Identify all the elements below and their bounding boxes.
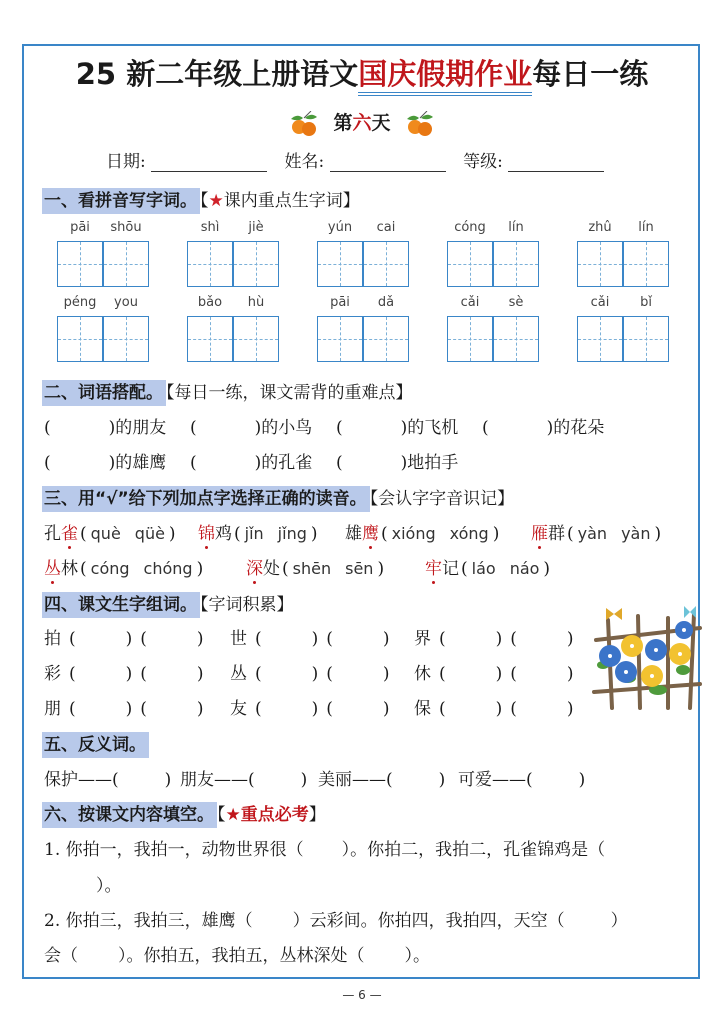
paren-close: ) <box>125 629 133 649</box>
fill-line-1-cont <box>96 871 122 896</box>
paren-close: ) <box>400 418 408 438</box>
pinyin-label: cai <box>376 220 396 235</box>
dotted-char <box>44 559 61 579</box>
pinyin-option[interactable]: jǐng <box>277 524 307 543</box>
emphasis-dot <box>253 581 256 584</box>
fill-text: 1. 你拍一，我拍一，动物世界很（ <box>44 840 304 860</box>
base-char: 友 <box>230 699 247 719</box>
base-char: 拍 <box>44 629 61 649</box>
paren-open: ( <box>248 770 255 790</box>
emphasis-dot <box>538 546 541 549</box>
paren-close: ) <box>108 453 116 473</box>
writing-grid-cell[interactable] <box>493 241 539 287</box>
pinyin-label: cǎi <box>460 295 480 310</box>
writing-grid-cell[interactable] <box>57 316 103 362</box>
writing-grid-cell[interactable] <box>57 241 103 287</box>
paren-close: ) <box>566 699 574 719</box>
fill-text: ）。 <box>96 876 122 896</box>
section5-header <box>42 730 149 755</box>
pronunciation-item <box>44 519 176 544</box>
paren-open: ( <box>140 664 147 684</box>
pinyin-label: pāi <box>70 220 90 235</box>
section3-heading: 三、用“√”给下列加点字选择正确的读音。 <box>42 486 370 512</box>
writing-grid-cell[interactable] <box>623 316 669 362</box>
pinyin-option[interactable]: yàn <box>621 524 651 543</box>
dotted-char <box>362 524 379 544</box>
word-char: 记 <box>442 559 459 579</box>
section1-note: 课内重点生字词 <box>223 191 343 211</box>
antonym-word: 朋友—— <box>180 770 248 790</box>
word-build-item <box>414 659 574 684</box>
pinyin-label: cóng <box>454 220 486 235</box>
dotted-char <box>531 524 548 544</box>
dotted-char-text: 牢 <box>425 559 442 579</box>
day-number: 六 <box>352 112 372 134</box>
paren-open: ( <box>482 418 489 438</box>
base-char: 朋 <box>44 699 61 719</box>
pinyin-label: yún <box>327 220 353 235</box>
pronunciation-item <box>44 554 203 579</box>
paren-close: ) <box>254 453 262 473</box>
section6-note: 重点必考 <box>240 805 309 825</box>
writing-grid-cell[interactable] <box>577 316 623 362</box>
date-field[interactable] <box>151 153 267 172</box>
fill-text: ） <box>610 911 628 931</box>
paren-close: ) <box>495 664 503 684</box>
pinyin-label: zhû <box>588 220 612 235</box>
section1-note-open: 【 <box>200 191 209 211</box>
pinyin-option[interactable]: cóng <box>90 559 130 578</box>
section1-header <box>42 186 360 211</box>
antonym-item <box>458 765 585 790</box>
section3-header <box>42 484 514 509</box>
dotted-char <box>425 559 442 579</box>
word-char: 群 <box>548 524 565 544</box>
paren-open: ( <box>282 559 289 579</box>
pinyin-option[interactable]: yàn <box>577 524 608 543</box>
match-word: 的孔雀 <box>261 453 313 473</box>
paren-open: ( <box>461 559 468 579</box>
grade-field[interactable] <box>508 153 604 172</box>
pinyin-label: dǎ <box>377 295 395 310</box>
title-highlight: 国庆假期作业 <box>358 57 532 96</box>
worksheet-title <box>0 52 724 93</box>
writing-grid-cell[interactable] <box>623 241 669 287</box>
paren-close: ) <box>196 629 204 649</box>
paren-open: ( <box>190 418 197 438</box>
pronunciation-item <box>198 519 318 544</box>
pinyin-label: you <box>114 295 138 310</box>
pinyin-option[interactable]: xióng <box>391 524 436 543</box>
paren-open: ( <box>439 699 446 719</box>
section6-note-open: 【 <box>217 805 226 825</box>
word-char: 鸡 <box>215 524 232 544</box>
paren-open: ( <box>80 559 87 579</box>
base-char: 世 <box>230 629 247 649</box>
day-suffix: 天 <box>371 112 391 134</box>
pinyin-label: péng <box>63 295 97 310</box>
section1-note-close: 】 <box>342 191 360 211</box>
paren-close: ) <box>377 559 385 579</box>
paren-close: ) <box>492 524 500 544</box>
writing-grid-cell[interactable] <box>187 316 233 362</box>
fill-text: ）。 <box>404 946 430 966</box>
match-word: 的花朵 <box>553 418 605 438</box>
paren-open: ( <box>510 699 517 719</box>
fill-line-2 <box>44 906 628 931</box>
paren-open: ( <box>336 453 343 473</box>
pronunciation-item <box>531 519 661 544</box>
paren-open: ( <box>69 699 76 719</box>
paren-open: ( <box>44 418 51 438</box>
word-char: 雄 <box>345 524 362 544</box>
pinyin-label: lín <box>508 220 524 235</box>
match-item <box>482 413 604 438</box>
section4-note: 【字词积累】 <box>200 595 294 615</box>
writing-grid-cell[interactable] <box>187 241 233 287</box>
paren-close: ) <box>382 629 390 649</box>
pinyin-label: jiè <box>248 220 264 235</box>
pronunciation-item <box>345 519 499 544</box>
paren-open: ( <box>386 770 393 790</box>
paren-close: ) <box>382 664 390 684</box>
section4-header <box>42 590 294 615</box>
pinyin-label: sè <box>508 295 524 310</box>
paren-close: ) <box>566 664 574 684</box>
dotted-char <box>246 559 263 579</box>
dotted-char-text: 锦 <box>198 524 215 544</box>
fill-text: ）。你拍五，我拍五，丛林深处（ <box>118 946 365 966</box>
day-prefix: 第 <box>333 112 353 134</box>
paren-open: ( <box>326 699 333 719</box>
day-label <box>0 108 724 137</box>
writing-grid-cell[interactable] <box>233 241 279 287</box>
date-label: 日期: <box>106 152 146 172</box>
pinyin-option[interactable]: chóng <box>143 559 193 578</box>
paren-close: ) <box>578 770 586 790</box>
word-build-item <box>44 624 204 649</box>
writing-grid-cell[interactable] <box>577 241 623 287</box>
pinyin-option[interactable]: sēn <box>345 559 374 578</box>
star-icon: ★ <box>208 191 224 211</box>
match-item <box>336 448 458 473</box>
paren-close: ) <box>382 699 390 719</box>
base-char: 彩 <box>44 664 61 684</box>
info-row <box>106 147 604 172</box>
dotted-char <box>61 524 78 544</box>
paren-close: ) <box>196 664 204 684</box>
writing-grid-cell[interactable] <box>103 316 149 362</box>
match-item <box>336 413 458 438</box>
pinyin-option[interactable]: qüè <box>134 524 165 543</box>
match-word: 的小鸟 <box>261 418 313 438</box>
paren-close: ) <box>495 629 503 649</box>
fill-text: 2. 你拍三，我拍三，雄鹰（ <box>44 911 253 931</box>
writing-grid-cell[interactable] <box>317 241 363 287</box>
writing-grid-cell[interactable] <box>233 316 279 362</box>
paren-open: ( <box>381 524 388 544</box>
dotted-char-text: 深 <box>246 559 263 579</box>
word-build-item <box>414 624 574 649</box>
paren-open: ( <box>439 629 446 649</box>
pinyin-label: lín <box>638 220 654 235</box>
word-char: 林 <box>61 559 78 579</box>
paren-close: ) <box>310 524 318 544</box>
word-build-item <box>414 694 574 719</box>
paren-open: ( <box>567 524 574 544</box>
emphasis-dot <box>51 581 54 584</box>
paren-close: ) <box>168 524 176 544</box>
name-label: 姓名: <box>284 152 325 172</box>
writing-grid-cell[interactable] <box>363 241 409 287</box>
pinyin-option[interactable]: què <box>90 524 121 543</box>
paren-open: ( <box>69 629 76 649</box>
pinyin-option[interactable]: láo <box>471 559 496 578</box>
star-icon: ★ <box>225 805 241 825</box>
base-char: 丛 <box>230 664 247 684</box>
pinyin-option[interactable]: shēn <box>292 559 332 578</box>
paren-open: ( <box>112 770 119 790</box>
base-char: 界 <box>414 629 431 649</box>
match-word: 的雄鹰 <box>115 453 167 473</box>
paren-open: ( <box>69 664 76 684</box>
match-word: 的飞机 <box>407 418 459 438</box>
paren-close: ) <box>164 770 172 790</box>
fill-text: ）云彩间。你拍四，我拍四，天空（ <box>292 911 565 931</box>
dotted-char <box>198 524 215 544</box>
pronunciation-item <box>425 554 550 579</box>
emphasis-dot <box>205 546 208 549</box>
paren-open: ( <box>140 699 147 719</box>
paren-close: ) <box>311 699 319 719</box>
paren-close: ) <box>311 664 319 684</box>
pinyin-option[interactable]: xóng <box>449 524 489 543</box>
dotted-char-text: 鹰 <box>362 524 379 544</box>
title-prefix: 25 新二年级上册语文 <box>75 57 359 91</box>
section5-heading: 五、反义词。 <box>42 732 149 758</box>
paren-close: ) <box>495 699 503 719</box>
paren-open: ( <box>326 664 333 684</box>
antonym-item <box>318 765 445 790</box>
pinyin-label: pāi <box>330 295 350 310</box>
paren-open: ( <box>326 629 333 649</box>
match-item <box>44 413 166 438</box>
fill-text: ）。你拍二，我拍二，孔雀锦鸡是（ <box>341 840 606 860</box>
paren-close: ) <box>196 699 204 719</box>
antonym-word: 可爱—— <box>458 770 526 790</box>
word-char: 处 <box>263 559 280 579</box>
antonym-item <box>180 765 307 790</box>
page-number: — 6 — <box>342 988 382 1002</box>
pinyin-option[interactable]: náo <box>509 559 540 578</box>
base-char: 休 <box>414 664 431 684</box>
word-char: 孔 <box>44 524 61 544</box>
paren-open: ( <box>140 629 147 649</box>
paren-open: ( <box>80 524 87 544</box>
writing-grid-cell[interactable] <box>447 241 493 287</box>
section2-note: 【每日一练，课文需背的重难点】 <box>166 383 413 403</box>
paren-close: ) <box>125 699 133 719</box>
writing-grid-cell[interactable] <box>363 316 409 362</box>
fill-line-3 <box>44 941 430 966</box>
writing-grid-cell[interactable] <box>447 316 493 362</box>
paren-open: ( <box>336 418 343 438</box>
dotted-char-text: 雁 <box>531 524 548 544</box>
paren-open: ( <box>255 699 262 719</box>
section1-heading: 一、看拼音写字词。 <box>42 188 200 214</box>
paren-close: ) <box>566 629 574 649</box>
word-build-item <box>44 694 204 719</box>
pinyin-label: hù <box>247 295 265 310</box>
grade-label: 等级: <box>463 152 503 172</box>
title-suffix: 每日一练 <box>532 57 649 91</box>
paren-close: ) <box>196 559 204 579</box>
paren-close: ) <box>543 559 551 579</box>
writing-grid-cell[interactable] <box>317 316 363 362</box>
antonym-item <box>44 765 171 790</box>
match-item <box>190 448 312 473</box>
pinyin-label: bǎo <box>197 295 223 310</box>
paren-open: ( <box>255 664 262 684</box>
fill-line-1 <box>44 835 605 860</box>
paren-open: ( <box>44 453 51 473</box>
section6-header <box>42 800 326 825</box>
word-build-item <box>44 659 204 684</box>
paren-close: ) <box>300 770 308 790</box>
paren-close: ) <box>311 629 319 649</box>
dotted-char-text: 雀 <box>61 524 78 544</box>
paren-open: ( <box>510 664 517 684</box>
dotted-char-text: 丛 <box>44 559 61 579</box>
morning-glory-fence-illustration <box>588 600 704 712</box>
base-char: 保 <box>414 699 431 719</box>
paren-open: ( <box>255 629 262 649</box>
section4-heading: 四、课文生字组词。 <box>42 592 200 618</box>
section6-note-close: 】 <box>308 805 326 825</box>
emphasis-dot <box>369 546 372 549</box>
antonym-word: 保护—— <box>44 770 112 790</box>
pronunciation-item <box>246 554 384 579</box>
paren-close: ) <box>438 770 446 790</box>
word-build-item <box>230 694 390 719</box>
match-item <box>190 413 312 438</box>
word-build-item <box>230 659 390 684</box>
pinyin-label: cǎi <box>590 295 610 310</box>
pinyin-label: bǐ <box>640 295 652 310</box>
paren-open: ( <box>190 453 197 473</box>
match-word: 的朋友 <box>115 418 167 438</box>
match-item <box>44 448 166 473</box>
fill-text: 会（ <box>44 946 78 966</box>
paren-close: ) <box>125 664 133 684</box>
antonym-word: 美丽—— <box>318 770 386 790</box>
match-word: 地拍手 <box>407 453 459 473</box>
writing-grid-cell[interactable] <box>493 316 539 362</box>
paren-open: ( <box>439 664 446 684</box>
paren-close: ) <box>108 418 116 438</box>
section3-note: 【会认字字音识记】 <box>369 489 515 509</box>
pinyin-option[interactable]: jǐn <box>244 524 264 543</box>
pinyin-label: shōu <box>110 220 142 235</box>
persimmon-icon <box>403 111 437 137</box>
persimmon-icon <box>287 111 321 137</box>
section6-heading: 六、按课文内容填空。 <box>42 802 217 828</box>
paren-open: ( <box>510 629 517 649</box>
section2-header <box>42 378 413 403</box>
paren-close: ) <box>400 453 408 473</box>
pinyin-label: shì <box>200 220 220 235</box>
paren-close: ) <box>654 524 662 544</box>
emphasis-dot <box>432 581 435 584</box>
paren-open: ( <box>526 770 533 790</box>
paren-close: ) <box>254 418 262 438</box>
paren-open: ( <box>234 524 241 544</box>
word-build-item <box>230 624 390 649</box>
writing-grid-cell[interactable] <box>103 241 149 287</box>
section2-heading: 二、词语搭配。 <box>42 380 166 406</box>
paren-close: ) <box>546 418 554 438</box>
emphasis-dot <box>68 546 71 549</box>
name-field[interactable] <box>330 153 446 172</box>
